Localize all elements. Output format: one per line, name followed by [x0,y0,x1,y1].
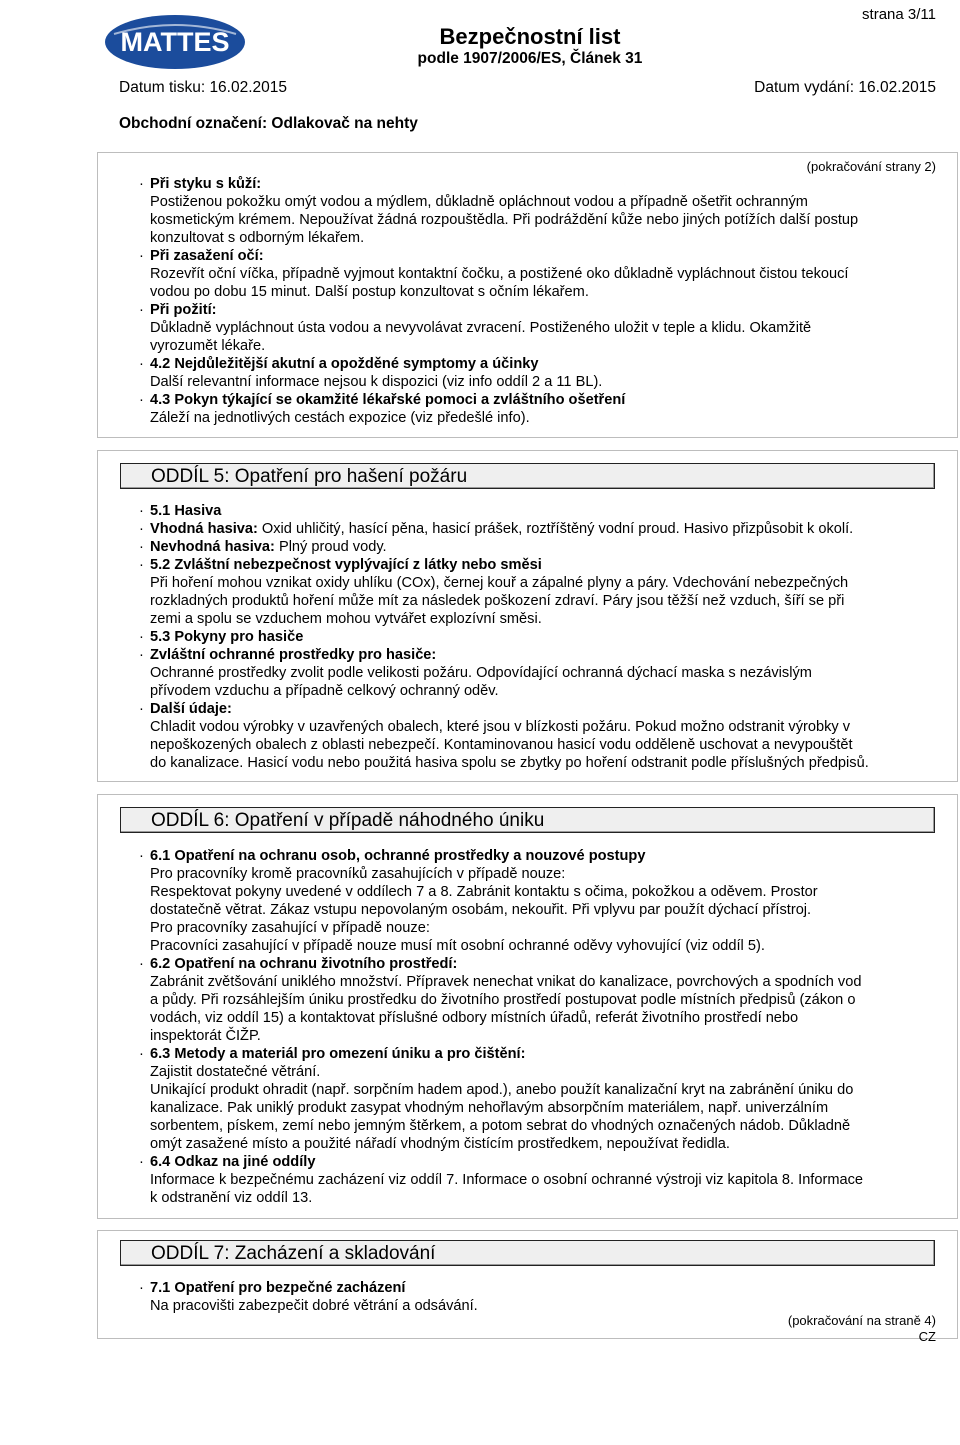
item-heading: 5.2 Zvláštní nebezpečnost vyplývající z látky nebo směsi [150,557,542,573]
item-text: Pro pracovníky zasahující v případě nouze: [150,920,430,936]
item-text: vodou po dobu 15 minut. Další postup konzultovat s očním lékařem. [150,284,589,300]
item-heading: Při požití: [150,302,217,318]
item-text: Ochranné prostředky zvolit podle velikosti požáru. Odpovídající ochranná dýchací maska s nezávislým [150,665,812,681]
trade-name: Obchodní označení: Odlakovač na nehty [119,115,418,132]
page-number: strana 3/11 [862,6,936,23]
item-text: Unikající produkt ohradit (např. sorpčním hadem apod.), anebo použít kanalizační kryt na zabránění úniku do [150,1082,854,1098]
subsection-7-1 [138,1279,938,1297]
item-heading: 5.1 Hasiva [150,503,222,519]
document-subtitle: podle 1907/2006/ES, Článek 31 [417,50,643,67]
item-text: Záleží na jednotlivých cestách expozice (viz předešlé info). [150,410,530,426]
item-text: rozkladných produktů hoření může mít za následek poškození zdraví. Páry jsou těžší než vzduch, šíří se při [150,593,845,609]
item-text: Oxid uhličitý, hasící pěna, hasicí prášek, roztříštěný vodní proud. Hasivo přizpůsobit k okolí. [257,521,854,537]
item-heading: Nevhodná hasiva: [150,539,275,555]
logo-text: MATTES [120,27,230,57]
unsuitable-media-item [138,538,938,556]
item-heading: 6.3 Metody a materiál pro omezení úniku a pro čištění: [150,1046,526,1062]
item-text: zemi a spolu se vzduchem mohou vytvářet explozívní směsi. [150,611,542,627]
item-text: Na pracovišti zabezpečit dobré větrání a odsávání. [150,1298,478,1314]
item-heading: Při zasažení očí: [150,248,264,264]
item-text: Pracovníci zasahující v případě nouze musí mít osobní ochranné oděvy vyhovující (viz oddíl 5). [150,938,765,954]
subsection-6-3 [138,1045,938,1063]
item-heading: Zvláštní ochranné prostředky pro hasiče: [150,647,437,663]
subsection-5-3 [138,628,938,646]
section-6-content [138,847,938,1207]
item-text: Další relevantní informace nejsou k dispozici (viz info oddíl 2 a 11 BL). [150,374,603,390]
suitable-media-item [138,520,938,538]
language-code: CZ [918,1329,936,1344]
subsection-6-1 [138,847,938,865]
item-heading: 4.2 Nejdůležitější akutní a opožděné symptomy a účinky [150,356,539,372]
item-text: Rozevřít oční víčka, případně vyjmout kontaktní čočku, a postižené oko důkladně vypláchnout čistou tekoucí [150,266,849,282]
item-text: Při hoření mohou vznikat oxidy uhlíku (COx), černej kouř a zápalné plyny a páry. Vdechování nebezpečných [150,575,849,591]
continued-to-note: (pokračování na straně 4) [787,1313,936,1328]
item-heading: 4.3 Pokyn týkající se okamžité lékařské pomoci a zvláštního ošetření [150,392,626,408]
item-heading: 6.2 Opatření na ochranu životního prostředí: [150,956,458,972]
item-text: vyrozumět lékaře. [150,338,266,354]
item-text: k odstranění viz oddíl 13. [150,1190,313,1206]
item-text: Zajistit dostatečné větrání. [150,1064,321,1080]
item-text: Plný proud vody. [274,539,387,555]
item-text: konzultovat s odborným lékařem. [150,230,365,246]
subsection-6-4 [138,1153,938,1171]
company-logo [104,14,246,70]
subsection-4-2 [138,355,938,373]
item-text: Zabránit zvětšování unikléhο množství. Přípravek nenechat vnikat do kanalizace, povrchových a spodních vod [150,974,862,990]
section-7-content [138,1279,938,1315]
section-5-heading: ODDÍL 5: Opatření pro hašení požáru [120,463,935,489]
item-text: Chladit vodou výrobky v uzavřených obalech, které jsou v blízkosti požáru. Pokud možno odstranit výrobky v [150,719,851,735]
item-text: sorbentem, pískem, zemí nebo jemným štěrkem, a potom sebrat do vhodných označených nádob. Důkladně [150,1118,851,1134]
ppe-item [138,646,938,664]
subsection-4-3 [138,391,938,409]
item-text: Důkladně vypláchnout ústa vodou a nevyvolávat zvracení. Postiženého uložit v teple a klidu. Okamžitě [150,320,812,336]
item-text: Informace k bezpečnému zacházení viz oddíl 7. Informace o osobní ochranné výstroji viz kapitola 8. Informace [150,1172,864,1188]
additional-info-item [138,700,938,718]
item-text: inspektorát ČIŽP. [150,1028,261,1044]
issue-date: Datum vydání: 16.02.2015 [754,79,936,96]
section-4-content [138,175,938,427]
item-heading: 6.1 Opatření na ochranu osob, ochranné prostředky a nouzové postupy [150,848,646,864]
item-text: nepoškozených obalech z oblasti nebezpečí. Kontaminovanou hasicí vodu odděleně uschovat a nevypouštět [150,737,853,753]
continued-from-note: (pokračování strany 2) [806,159,936,174]
item-text: kosmetickým krémem. Nepoužívat žádná rozpouštědla. Při podráždění kůže nebo jiných potížích další postup [150,212,859,228]
item-heading: Vhodná hasiva: [150,521,258,537]
item-text: kanalizace. Pak uniklý produkt zasypat vhodným nehořlavým absorpčním materiálem, např. univerzálním [150,1100,829,1116]
section-7-heading: ODDÍL 7: Zacházení a skladování [120,1240,935,1266]
item-text: Respektovat pokyny uvedené v oddílech 7 a 8. Zabránit kontaktu s očima, pokožkou a oděvem. Prostor [150,884,818,900]
item-heading: 6.4 Odkaz na jiné oddíly [150,1154,316,1170]
subsection-5-1 [138,502,938,520]
item-text: vodách, viz oddíl 15) a kontaktovat příslušné odbory místních úřadů, referát životního prostředí nebo [150,1010,799,1026]
document-title: Bezpečnostní list [439,24,621,49]
item-text: a půdy. Při rozsáhlejším úniku prostředku do životního prostředí postupovat podle místních předpisů (zákon o [150,992,856,1008]
item-heading: Další údaje: [150,701,232,717]
item-text: dostatečně větrat. Zákaz vstupu nepovolaným osobám, nekouřit. Při vplyvu par použít dýchací přístroj. [150,902,812,918]
subsection-6-2 [138,955,938,973]
eye-contact-item [138,247,938,265]
item-text: Postiženou pokožku omýt vodou a mýdlem, důkladně opláchnout vodou a případně ošetřit ochranným [150,194,808,210]
item-text: do kanalizace. Hasicí vodu nebo použitá hasiva spolu se zbytky po hoření odstranit podle příslušných předpisů. [150,755,869,771]
item-heading: 5.3 Pokyny pro hasiče [150,629,304,645]
section-6-heading: ODDÍL 6: Opatření v případě náhodného úniku [120,807,935,833]
item-heading: Při styku s kůží: [150,176,262,192]
section-5-content [138,502,938,772]
ingestion-item [138,301,938,319]
item-heading: 7.1 Opatření pro bezpečné zacházení [150,1280,406,1296]
item-text: omýt zasažené místo a použité nářadí vhodným čistícím prostředkem, nepoužívat ředidla. [150,1136,730,1152]
subsection-5-2 [138,556,938,574]
skin-contact-item [138,175,938,193]
print-date: Datum tisku: 16.02.2015 [119,79,288,96]
item-text: Pro pracovníky kromě pracovníků zasahujících v případě nouze: [150,866,566,882]
item-text: přívodem vzduchu a případně celkový ochranný oděv. [150,683,499,699]
